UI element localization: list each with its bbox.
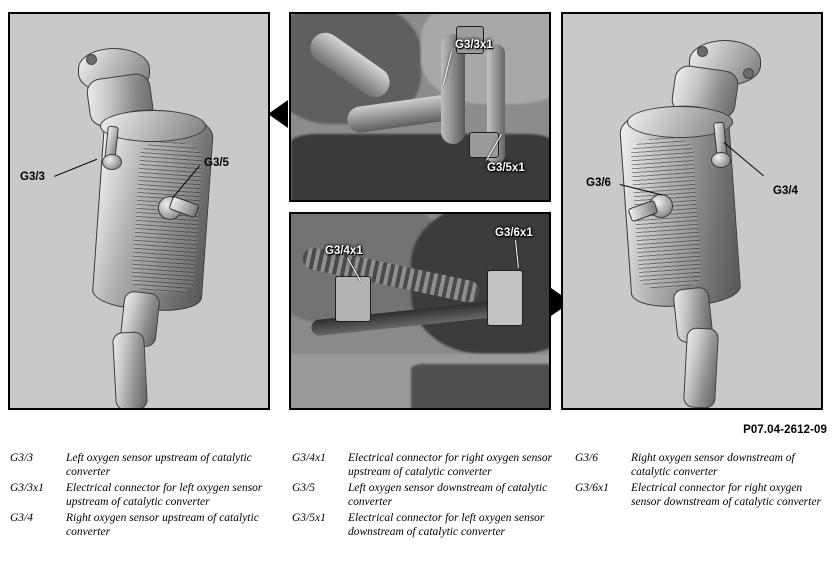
legend-description: Left oxygen sensor upstream of catalytic converter <box>66 452 252 478</box>
callout-g3-3: G3/3 <box>20 171 45 183</box>
legend-item <box>10 512 278 539</box>
figure-identifier: P07.04-2612-09 <box>743 424 827 436</box>
legend-description: Electrical connector for left oxygen sensor upstream of catalytic converter <box>66 482 263 508</box>
legend-key: G3/4x1 <box>292 452 326 464</box>
flange-bolt-hole <box>86 54 97 65</box>
legend-description: Right oxygen sensor downstream of catalytic converter <box>631 452 795 478</box>
legend <box>0 452 837 579</box>
photo-lower-shadow <box>411 364 551 410</box>
legend-item <box>10 452 278 479</box>
legend-description: Electrical connector for right oxygen sensor upstream of catalytic converter <box>348 452 553 478</box>
legend-key: G3/4 <box>10 512 33 524</box>
legend-item <box>575 452 833 479</box>
flange-bolt-hole <box>697 46 708 57</box>
legend-key: G3/3 <box>10 452 33 464</box>
legend-key: G3/6x1 <box>575 482 609 494</box>
panel-left-catalytic-converter <box>8 12 270 410</box>
legend-item <box>10 482 278 509</box>
callout-g3-5x1: G3/5x1 <box>487 162 525 174</box>
callout-g3-4x1: G3/4x1 <box>325 245 363 257</box>
legend-item <box>292 512 560 539</box>
flange-bolt-hole <box>743 68 754 79</box>
legend-description: Electrical connector for left oxygen sensor downstream of catalytic converter <box>348 512 545 538</box>
photo-connector-downstream-right <box>487 270 523 326</box>
legend-description: Right oxygen sensor upstream of catalytic converter <box>66 512 259 538</box>
legend-column-1 <box>10 452 278 542</box>
legend-key: G3/6 <box>575 452 598 464</box>
callout-g3-4: G3/4 <box>773 185 798 197</box>
tailpipe-lower <box>112 331 148 410</box>
legend-description: Electrical connector for right oxygen sensor downstream of catalytic converter <box>631 482 821 508</box>
upstream-sensor-boss <box>102 154 122 170</box>
arrow-left-icon <box>268 100 288 128</box>
legend-key: G3/5x1 <box>292 512 326 524</box>
legend-description: Left oxygen sensor downstream of catalytic converter <box>348 482 548 508</box>
legend-key: G3/3x1 <box>10 482 44 494</box>
legend-column-2 <box>292 452 560 542</box>
callout-g3-6x1: G3/6x1 <box>495 227 533 239</box>
legend-key: G3/5 <box>292 482 315 494</box>
panel-photo-downstream-connectors <box>289 212 551 410</box>
upstream-sensor-boss <box>711 152 731 168</box>
legend-item <box>292 452 560 479</box>
legend-item <box>575 482 833 509</box>
photo-connector-upstream-right <box>335 276 371 322</box>
panel-right-catalytic-converter <box>561 12 823 410</box>
tailpipe-lower <box>683 327 719 409</box>
legend-column-3 <box>575 452 833 512</box>
legend-item <box>292 482 560 509</box>
callout-g3-5: G3/5 <box>204 157 229 169</box>
callout-g3-6: G3/6 <box>586 177 611 189</box>
callout-g3-3x1: G3/3x1 <box>455 39 493 51</box>
